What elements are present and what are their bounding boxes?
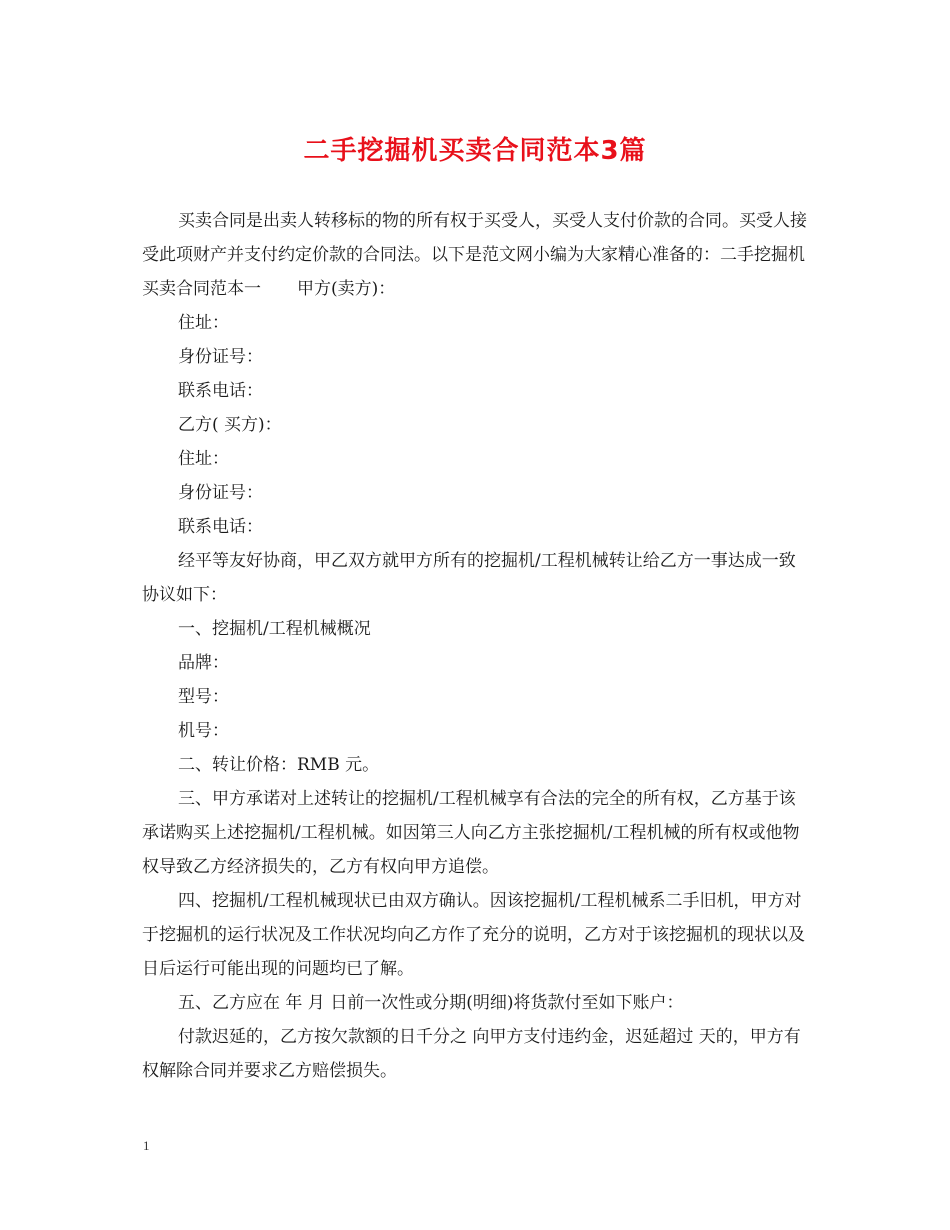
section-4-paragraph: 四、挖掘机/工程机械现状已由双方确认。因该挖掘机/工程机械系二手旧机，甲方对于挖掘机的运行状况及工作状况均向乙方作了充分的说明，乙方对于该挖掘机的现状以及日后运行可能出现的问题均已了解。	[142, 891, 805, 979]
party-b-heading: 乙方( 买方)：	[178, 415, 282, 435]
agreement-paragraph: 经平等友好协商，甲乙双方就甲方所有的挖掘机/工程机械转让给乙方一事达成一致协议如下：	[142, 551, 796, 605]
document-title: 二手挖掘机买卖合同范本3篇	[303, 136, 647, 166]
page-number: 1	[143, 1138, 150, 1153]
item-serial: 机号：	[178, 721, 229, 741]
late-payment-paragraph: 付款迟延的，乙方按欠款额的日千分之 向甲方支付违约金，迟延超过 天的，甲方有权解除合同并要求乙方赔偿损失。	[142, 1027, 801, 1081]
item-model: 型号：	[178, 687, 229, 707]
party-a-address: 住址：	[178, 313, 229, 333]
party-a-phone: 联系电话：	[178, 381, 263, 401]
party-b-phone: 联系电话：	[178, 517, 263, 537]
intro-paragraph	[142, 204, 812, 306]
section-2-price: 二、转让价格：RMB 元。	[178, 755, 380, 775]
party-b-id-number: 身份证号：	[178, 483, 263, 503]
section-5-paragraph: 五、乙方应在 年 月 日前一次性或分期(明细)将货款付至如下账户：	[178, 993, 684, 1013]
party-b-address: 住址：	[178, 449, 229, 469]
party-a-heading: 甲方(卖方)：	[297, 279, 396, 299]
document-body	[142, 204, 812, 1088]
intro-text: 买卖合同是出卖人转移标的物的所有权于买受人，买受人支付价款的合同。买受人接受此项财产并支付约定价款的合同法。以下是范文网小编为大家精心准备的：二手挖掘机买卖合同范本一	[142, 211, 807, 299]
section-1-heading: 一、挖掘机/工程机械概况	[178, 619, 371, 639]
item-brand: 品牌：	[178, 653, 229, 673]
party-a-id-number: 身份证号：	[178, 347, 263, 367]
section-3-paragraph: 三、甲方承诺对上述转让的挖掘机/工程机械享有合法的完全的所有权，乙方基于该承诺购买上述挖掘机/工程机械。如因第三人向乙方主张挖掘机/工程机械的所有权或他物权导致乙方经济损失的，乙方有权向甲方追偿。	[142, 789, 800, 877]
